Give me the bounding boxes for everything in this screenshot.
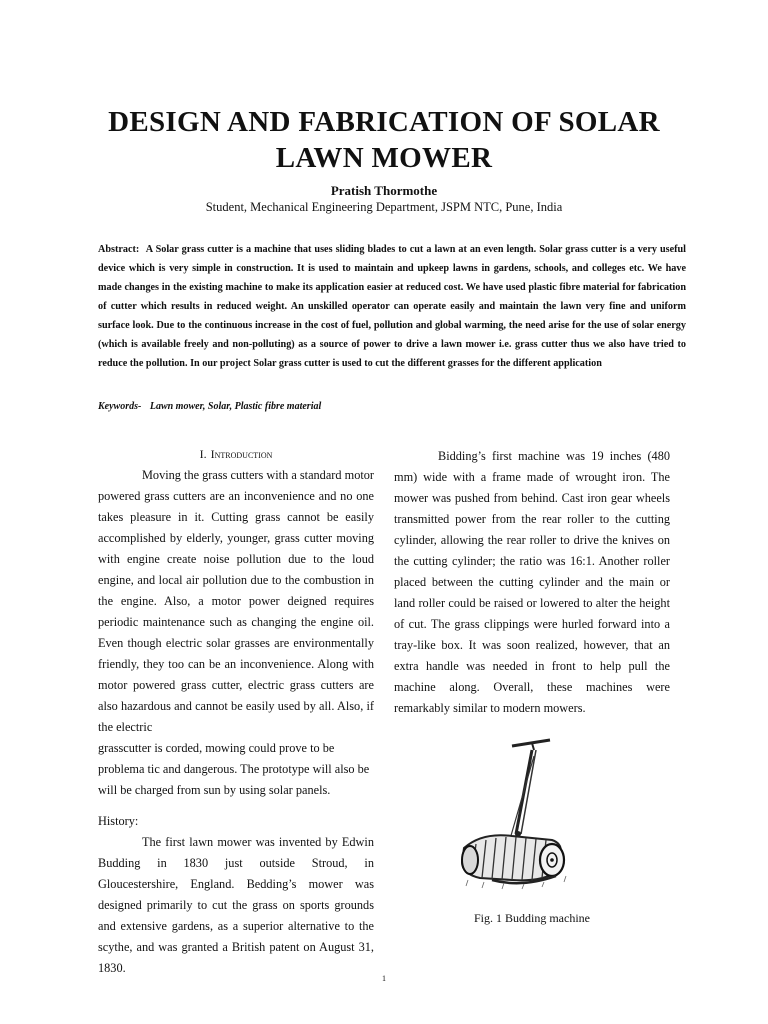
budding-paragraph: Bidding’s first machine was 19 inches (480 mm) wide with a frame made of wrought iron. The mower was pushed from behind. Cast iron gear wheels transmitted power from the rear roller to the cutting cylinder, allowing the rear roller to drive the knives on the cutting cylinder; the ratio was 16:1. Another roller placed between the cutting cylinder and the main or land roller could be raised or lowered to alter the height of cut. The grass clippings were hurled forward into a tray-like box. It was soon realized, however, that an extra handle was needed in front to help pull the machine along. Overall, these machines were remarkably similar to modern mowers.	[394, 449, 670, 715]
lawn-mower-icon	[452, 736, 620, 896]
section-title: Introduction	[210, 447, 273, 461]
figure-caption: Fig. 1 Budding machine	[474, 911, 590, 925]
paper-title: DESIGN AND FABRICATION OF SOLAR LAWN MOWER	[108, 106, 660, 174]
right-column	[394, 446, 670, 719]
keywords	[98, 400, 686, 414]
keywords-text: Lawn mower, Solar, Plastic fibre material	[149, 401, 322, 412]
author-name: Pratish Thormothe	[330, 183, 438, 198]
keywords-label: Keywords-	[98, 401, 142, 412]
left-column	[98, 446, 374, 979]
abstract	[98, 240, 686, 373]
abstract-label: Abstract:	[98, 244, 140, 255]
intro-continuation: grasscutter is corded, mowing could prove to be problema tic and dangerous. The prototype will also be will be charged from sun by using solar panels.	[98, 741, 370, 797]
page-number: 1	[382, 974, 386, 983]
section-heading	[98, 446, 374, 462]
author-affiliation: Student, Mechanical Engineering Department, JSPM NTC, Pune, India	[205, 200, 563, 214]
abstract-text: A Solar grass cutter is a machine that uses sliding blades to cut a lawn at an even length. Solar grass cutter is a very useful device which is very simple in construction. It is used to maintain and upkeep lawns in gardens, schools, and colleges etc. We have made changes in the existing machine to make its application easier at reduced cost. We have used plastic fibre material for fabrication of cutter which results in reduced weight. An unskilled operator can operate easily and maintain the lawn very fine and uniform surface look. Due to the continuous increase in the cost of fuel, pollution and global warming, the need arise for the use of solar energy (which is available freely and non-polluting) as a source of power to drive a lawn mower i.e. grass cutter thus we also have tried to reduce the pollution. In our project Solar grass cutter is used to cut the different grasses for the different application	[98, 244, 687, 369]
lawn-mower-figure	[452, 736, 620, 896]
intro-paragraph: Moving the grass cutters with a standard motor powered grass cutters are an inconvenience and no one takes pleasure in it. Cutting grass cannot be easily accomplished by elderly, younger, grass cutter moving with engine create noise pollution due to the loud engine, and local air pollution due to the combustion in the engine. Also, a motor power deigned requires periodic maintenance such as changing the engine oil. Even though electric solar grasses are environmentally friendly, they too can be an inconvenience. Along with motor powered grass cutter, electric grass cutters are also hazardous and cannot be easily used by all. Also, if the electric	[98, 468, 374, 734]
history-label: History:	[98, 814, 139, 828]
history-paragraph: The first lawn mower was invented by Edwin Budding in 1830 just outside Stroud, in Gloucestershire, England. Bedding’s mower was designed primarily to cut the grass on sports grounds and extensive gardens, as a superior alternative to the scythe, and was granted a British patent on August 31, 1830.	[98, 835, 374, 975]
section-number: I.	[199, 447, 207, 461]
